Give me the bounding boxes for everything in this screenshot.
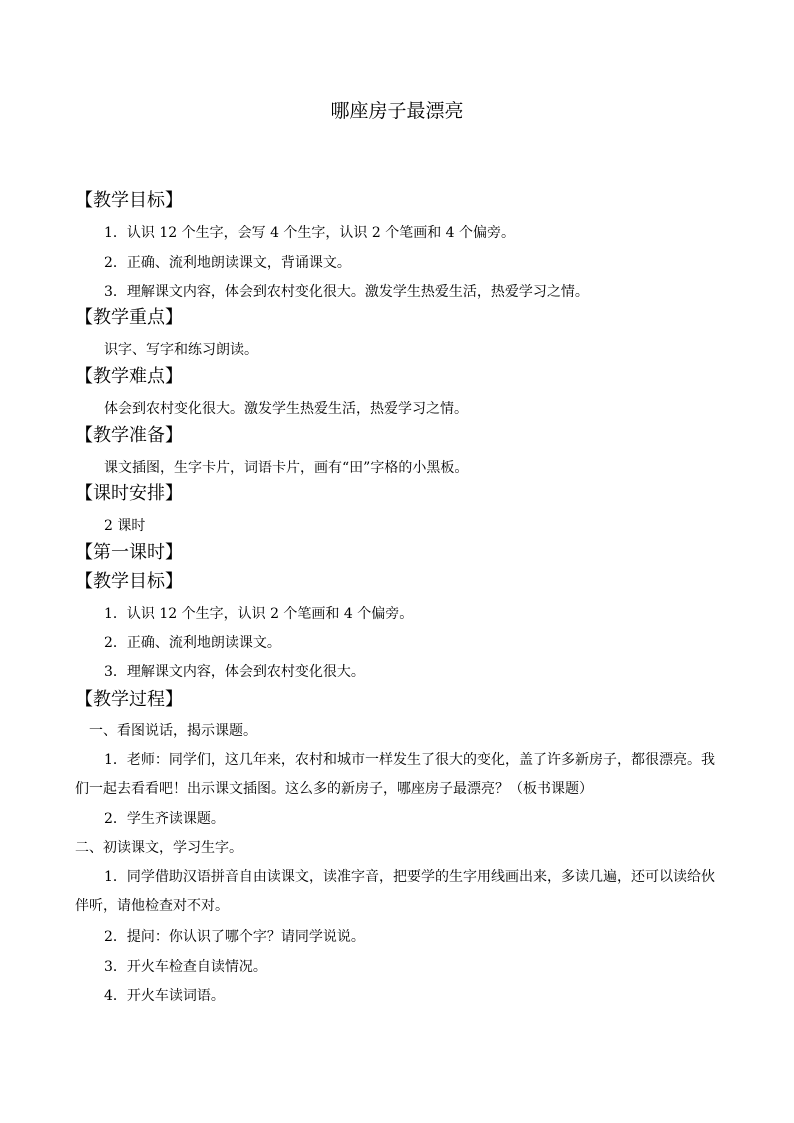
prep-heading: 【教学准备】	[75, 425, 183, 446]
focus-heading: 【教学重点】	[75, 307, 183, 328]
page-title: 哪座房子最漂亮	[330, 100, 464, 122]
difficulty-heading: 【教学难点】	[75, 366, 183, 387]
process-heading: 【教学过程】	[75, 689, 183, 710]
goal-item: 1．认识 12 个生字，会写 4 个生字，认识 2 个笔画和 4 个偏旁。	[104, 225, 516, 241]
schedule-text: 2 课时	[104, 518, 146, 534]
difficulty-text: 体会到农村变化很大。激发学生热爱生活，热爱学习之情。	[104, 401, 468, 417]
goal-item: 3．理解课文内容，体会到农村变化很大。激发学生热爱生活，热爱学习之情。	[104, 284, 589, 300]
lesson1-goals-heading: 【教学目标】	[75, 571, 183, 592]
process-step: 1．同学借助汉语拼音自由读课文，读准字音，把要学的生字用线画出来，多读几遍，还可以读给伙伴听，请他检查对不对。	[75, 869, 715, 914]
lesson1-goal-item: 2．正确、流利地朗读课文。	[104, 635, 281, 651]
process-step: 2．学生齐读课题。	[104, 811, 225, 827]
process-step: 2．提问：你认识了哪个字？请同学说说。	[104, 929, 365, 945]
goals-heading: 【教学目标】	[75, 190, 183, 211]
lesson1-heading: 【第一课时】	[75, 542, 183, 563]
process-step: 1．老师：同学们，这几年来，农村和城市一样发生了很大的变化，盖了许多新房子，都很漂亮。我们一起去看看吧！出示课文插图。这么多的新房子，哪座房子最漂亮？（板书课题）	[75, 752, 715, 797]
schedule-heading: 【课时安排】	[75, 483, 183, 504]
process-step: 3．开火车检查自读情况。	[104, 959, 267, 975]
goal-item: 2．正确、流利地朗读课文，背诵课文。	[104, 255, 351, 271]
process-step: 4．开火车读词语。	[104, 988, 225, 1004]
lesson1-goal-item: 3．理解课文内容，体会到农村变化很大。	[104, 664, 365, 680]
process-part-title: 一、看图说话，揭示课题。	[89, 723, 257, 739]
focus-text: 识字、写字和练习朗读。	[104, 342, 258, 358]
lesson1-goal-item: 1．认识 12 个生字，认识 2 个笔画和 4 个偏旁。	[104, 606, 414, 622]
process-part-title: 二、初读课文，学习生字。	[75, 840, 243, 856]
prep-text: 课文插图，生字卡片，词语卡片，画有“田”字格的小黑板。	[104, 460, 469, 476]
